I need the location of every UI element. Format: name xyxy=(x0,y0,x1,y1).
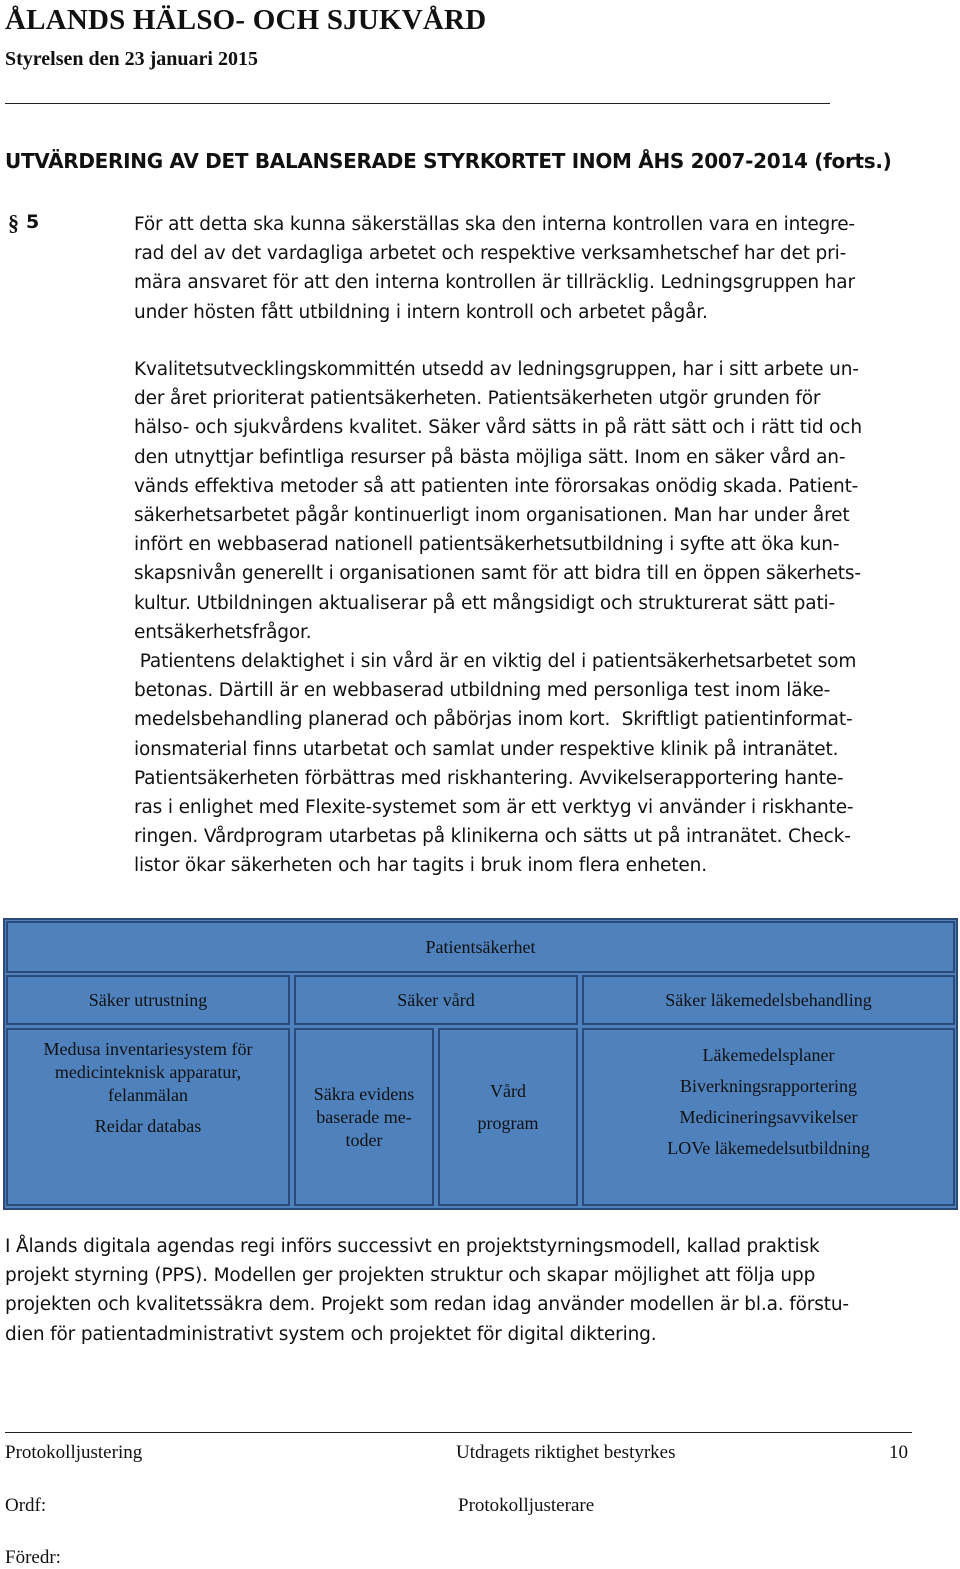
text-line: För att detta ska kunna säkerställas ska den interna kontrollen vara en integre- xyxy=(134,214,855,235)
text-line: betonas. Därtill är en webbaserad utbildning med personliga test inom läke- xyxy=(134,680,831,702)
paragraph-sign: § xyxy=(8,210,19,235)
leaf-box-lakemedel xyxy=(582,1028,955,1206)
text-line: ringen. Vårdprogram utarbetas på klinikerna och sätts ut på intranätet. Check- xyxy=(134,826,851,848)
text-line: Kvalitetsutvecklingskommittén utsedd av ledningsgruppen, har i sitt arbete un- xyxy=(134,359,859,380)
text-line: projekten och kvalitetssäkra dem. Projekt som redan idag använder modellen är bl.a. förstu- xyxy=(5,1294,849,1316)
organization-name: ÅLANDS HÄLSO- OCH SJUKVÅRD xyxy=(5,4,487,36)
paragraph-number: 5 xyxy=(26,211,40,233)
text-line: medelsbehandling planerad och påbörjas inom kort. Skriftligt patientinformat- xyxy=(134,709,853,731)
text-line: dien för patientadministrativt system och projektet för digital diktering. xyxy=(5,1323,657,1345)
leaf-item: Medicineringsavvikelser xyxy=(679,1107,858,1127)
branch-label-utrustning: Säker utrustning xyxy=(88,989,208,1010)
leaf-line: Säkra evidens xyxy=(313,1083,415,1104)
leaf-line: toder xyxy=(345,1129,383,1150)
text-line: hälso- och sjukvårdens kvalitet. Säker vård sätts in på rätt sätt och i rätt tid och xyxy=(134,417,862,439)
text-line: mära ansvaret för att den interna kontrollen är tillräcklig. Ledningsgruppen har xyxy=(134,272,855,294)
leaf-box-evidens xyxy=(294,1028,434,1206)
branch-box-vard xyxy=(294,975,578,1025)
meeting-date: Styrelsen den 23 januari 2015 xyxy=(5,48,258,70)
text-line: infört en webbaserad nationell patientsäkerhetsutbildning i syfte att öka kun- xyxy=(134,534,840,556)
body-paragraph-3 xyxy=(5,1232,910,1349)
text-line: entsäkerhetsfrågor. xyxy=(134,621,312,643)
text-line: ras i enlighet med Flexite-systemet som är ett verktyg vi använder i riskhante- xyxy=(134,797,854,819)
diagram-root-label: Patientsäkerhet xyxy=(425,936,536,957)
leaf-box-utrustning xyxy=(6,1028,290,1206)
leaf-item: LOVe läkemedelsutbildning xyxy=(667,1138,870,1158)
text-line: rad del av det vardagliga arbetet och respektive verksamhetschef har det pri- xyxy=(134,243,847,265)
diagram-root-box xyxy=(6,921,955,973)
patient-safety-diagram xyxy=(3,918,958,1210)
text-line: Patientens delaktighet i sin vård är en viktig del i patientsäkerhetsarbetet som xyxy=(134,651,857,673)
branch-box-utrustning xyxy=(6,975,290,1025)
text-line: den utnyttjar befintliga resurser på bästa möjliga sätt. Inom en säker vård an- xyxy=(134,446,846,468)
body-paragraph-1 xyxy=(134,210,904,327)
branch-label-vard: Säker vård xyxy=(397,989,475,1010)
text-line: kultur. Utbildningen aktualiserar på ett mångsidigt och strukturerat sätt pati- xyxy=(134,592,836,614)
leaf-item: Reidar databas xyxy=(94,1116,202,1136)
text-line: ionsmaterial finns utarbetat och samlat under respektive klinik på intranätet. xyxy=(134,738,839,760)
footer-ordf: Ordf: xyxy=(5,1495,47,1516)
text-line: listor ökar säkerheten och har tagits i bruk inom flera enheten. xyxy=(134,855,707,877)
section-heading: UTVÄRDERING AV DET BALANSERADE STYRKORTET INOM ÅHS 2007-2014 (forts.) xyxy=(5,149,892,173)
footer-protokolljustering: Protokolljustering xyxy=(5,1442,143,1463)
branch-label-lakemedel: Säker läkemedelsbehandling xyxy=(665,989,872,1010)
text-line: Patientsäkerheten förbättras med riskhantering. Avvikelserapportering hante- xyxy=(134,767,844,789)
text-line: vänds effektiva metoder så att patienten inte förorsakas onödig skada. Patient- xyxy=(134,475,859,497)
leaf-line: program xyxy=(477,1113,539,1133)
header-divider xyxy=(5,103,830,104)
leaf-item: Läkemedelsplaner xyxy=(702,1045,835,1065)
text-line: skapsnivån generellt i organisationen samt för att bidra till en öppen säkerhets- xyxy=(134,563,861,585)
text-line: under hösten fått utbildning i intern kontroll och arbetet pågår. xyxy=(134,301,708,323)
footer-fored: Föredr: xyxy=(5,1547,61,1568)
leaf-box-vardprogram xyxy=(438,1028,578,1206)
leaf-line: Vård xyxy=(490,1081,526,1101)
footer-certification: Utdragets riktighet bestyrkes xyxy=(456,1442,676,1463)
text-line: säkerhetsarbetet pågår kontinuerligt inom organisationen. Man har under året xyxy=(134,505,850,527)
text-line: I Ålands digitala agendas regi införs successivt en projektstyrningsmodell, kallad praktisk xyxy=(5,1236,820,1257)
page-number: 10 xyxy=(889,1442,908,1463)
leaf-item: Biverkningsrapportering xyxy=(680,1076,857,1096)
text-line: der året prioriterat patientsäkerheten. Patientsäkerheten utgör grunden för xyxy=(134,388,821,410)
text-line: projekt styrning (PPS). Modellen ger projekten struktur och skapar möjlighet att följa upp xyxy=(5,1265,816,1287)
footer-justerare: Protokolljusterare xyxy=(458,1495,595,1516)
footer-divider xyxy=(5,1432,912,1433)
leaf-item: Medusa inventariesystem för medicinteknisk apparatur, felanmälan xyxy=(43,1039,253,1105)
leaf-line: baserade me- xyxy=(316,1106,412,1127)
body-paragraph-2 xyxy=(134,355,909,881)
branch-box-lakemedel xyxy=(582,975,955,1025)
